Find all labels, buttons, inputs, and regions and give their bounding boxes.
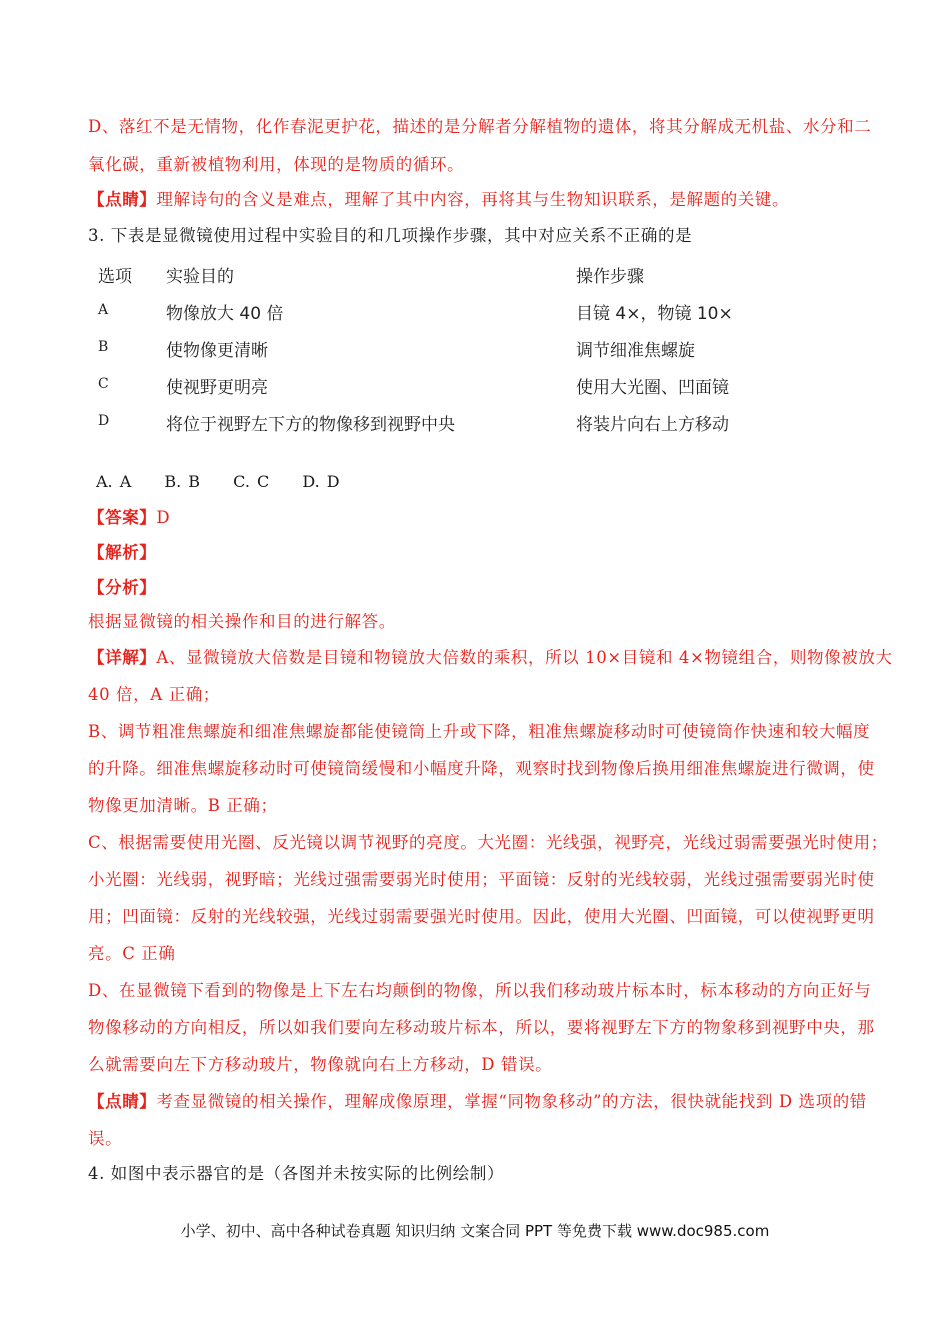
answer-line: [88, 506, 890, 530]
table-header: [98, 262, 818, 292]
detail-line: 么就需要向左下方移动玻片，物像就向右上方移动，D 错误。: [88, 1055, 553, 1074]
row-purpose: 将位于视野左下方的物像移到视野中央: [166, 415, 455, 435]
detail-line: 用；凹面镜：反射的光线较强，光线过弱需要强光时使用。因此，使用大光圈、凹面镜，可以使视野更明: [88, 907, 875, 926]
answer-tag: 【答案】: [88, 508, 157, 527]
answer-text: D: [156, 508, 171, 527]
detail-tag: 【详解】: [88, 648, 157, 667]
row-steps: 使用大光圈、凹面镜: [576, 378, 729, 398]
detail-line: 的升降。细准焦螺旋移动时可使镜筒缓慢和小幅度升降，观察时找到物像后换用细准焦螺旋进行微调，使: [88, 759, 875, 778]
table-row: [98, 410, 818, 440]
detail-line: C、根据需要使用光圈、反光镜以调节视野的亮度。大光圈：光线强，视野亮，光线过弱需要强光时使用；: [88, 833, 888, 852]
row-option: A: [98, 302, 109, 318]
row-steps: 调节细准焦螺旋: [576, 341, 695, 361]
point-text: 考查显微镜的相关操作，理解成像原理，掌握“同物象移动”的方法，很快就能找到 D 选项的错: [156, 1092, 867, 1111]
detail-line: [88, 646, 893, 670]
point-note-2: [88, 1090, 890, 1114]
question-4: 4. 如图中表示器官的是（各图并未按实际的比例绘制）: [88, 1164, 505, 1183]
detail-line: 亮。C 正确: [88, 944, 176, 963]
point-tag: 【点睛】: [88, 190, 157, 209]
choice-c: C. C: [233, 472, 270, 491]
answer-choices: [96, 472, 366, 491]
detail-text: A、显微镜放大倍数是目镜和物镜放大倍数的乘积，所以 10×目镜和 4×物镜组合，则物像被放大: [156, 648, 893, 667]
row-option: B: [98, 339, 109, 355]
row-purpose: 使物像更清晰: [166, 341, 268, 361]
choice-d: D. D: [302, 472, 340, 491]
detail-line: D、在显微镜下看到的物像是上下左右均颠倒的物像，所以我们移动玻片标本时，标本移动的方向正好与: [88, 981, 872, 1000]
text-line: D、落红不是无情物，化作春泥更护花，描述的是分解者分解植物的遗体，将其分解成无机盐、水分和二: [88, 117, 872, 136]
table-row: [98, 373, 818, 403]
question-3: 3. 下表是显微镜使用过程中实验目的和几项操作步骤，其中对应关系不正确的是: [88, 226, 693, 245]
detail-line: 物像更加清晰。B 正确；: [88, 796, 278, 815]
point-note-1: [88, 188, 890, 212]
row-option: C: [98, 376, 109, 392]
table-row: [98, 299, 818, 329]
fenxi-text: 根据显微镜的相关操作和目的进行解答。: [88, 612, 396, 631]
header-purpose: 实验目的: [166, 267, 234, 287]
detail-line: 物像移动的方向相反，所以如我们要向左移动玻片标本，所以，要将视野左下方的物象移到视野中央，那: [88, 1018, 875, 1037]
header-option: 选项: [98, 267, 132, 287]
text-line: 氧化碳，重新被植物利用，体现的是物质的循环。: [88, 155, 465, 174]
row-purpose: 使视野更明亮: [166, 378, 268, 398]
table-row: [98, 336, 818, 366]
row-steps: 目镜 4×，物镜 10×: [576, 304, 733, 324]
page-footer: 小学、初中、高中各种试卷真题 知识归纳 文案合同 PPT 等免费下载 www.doc985.com: [180, 1222, 770, 1240]
point-note-2-cont: 误。: [88, 1129, 123, 1148]
row-purpose: 物像放大 40 倍: [166, 304, 284, 324]
point-text: 理解诗句的含义是难点，理解了其中内容，再将其与生物知识联系，是解题的关键。: [156, 190, 790, 209]
fenxi-tag: 【分析】: [88, 578, 157, 597]
choice-a: A. A: [96, 472, 132, 491]
row-steps: 将装片向右上方移动: [576, 415, 729, 435]
analysis-tag: 【解析】: [88, 543, 157, 562]
detail-line: B、调节粗准焦螺旋和细准焦螺旋都能使镜筒上升或下降，粗准焦螺旋移动时可使镜筒作快速和较大幅度: [88, 722, 871, 741]
detail-line: 40 倍，A 正确；: [88, 685, 220, 704]
point-tag: 【点睛】: [88, 1092, 157, 1111]
header-steps: 操作步骤: [576, 267, 644, 287]
detail-line: 小光圈：光线弱，视野暗；光线过强需要弱光时使用；平面镜：反射的光线较弱，光线过强需要弱光时使: [88, 870, 875, 889]
choice-b: B. B: [164, 472, 201, 491]
row-option: D: [98, 413, 110, 429]
